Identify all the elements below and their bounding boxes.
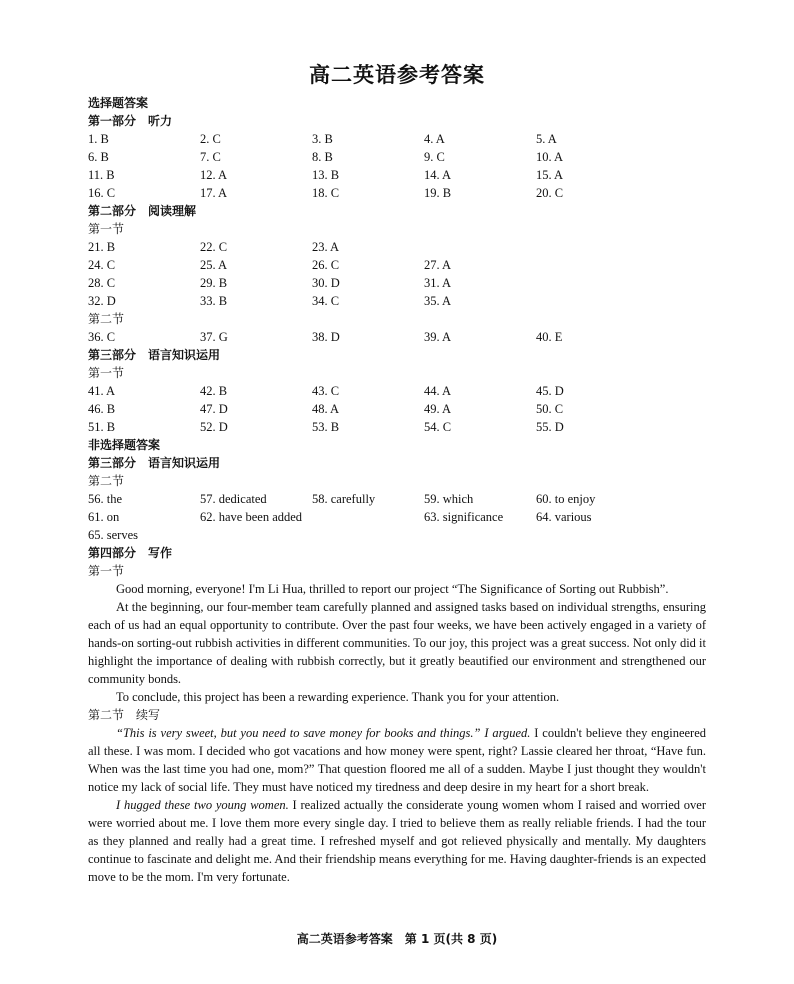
answer-cell: 48. A <box>312 402 340 416</box>
answer-cell: 38. D <box>312 330 340 344</box>
answer-cell: 21. B <box>88 240 116 254</box>
subjective-header: 非选择题答案 <box>88 438 161 452</box>
answer-cell <box>536 292 648 310</box>
answer-cell: 5. A <box>536 132 557 146</box>
answer-row <box>88 400 706 418</box>
fill-in-row-1 <box>88 490 706 508</box>
answer-row <box>88 256 706 274</box>
answer-cell: 16. C <box>88 186 116 200</box>
answer-cell: 43. C <box>312 384 340 398</box>
answer-cell: 41. A <box>88 384 116 398</box>
fill-in-answer: 61. on <box>88 510 120 524</box>
page-title: 高二英语参考答案 <box>309 63 485 87</box>
answer-cell <box>536 238 648 256</box>
answer-row <box>88 382 706 400</box>
answer-cell: 53. B <box>312 420 340 434</box>
essay-paragraph: To conclude, this project has been a rewarding experience. Thank you for your attention. <box>116 690 560 704</box>
part3-answers <box>88 382 706 436</box>
answer-cell: 2. C <box>200 132 221 146</box>
part4-sec2-label: 第二节 续写 <box>88 708 161 722</box>
answer-cell: 51. B <box>88 420 116 434</box>
fill-in-answer: 63. significance <box>424 510 504 524</box>
answer-cell: 4. A <box>424 132 445 146</box>
answer-cell: 36. C <box>88 330 116 344</box>
answer-cell: 50. C <box>536 402 564 416</box>
answer-cell: 1. B <box>88 132 109 146</box>
answer-cell: 10. A <box>536 150 564 164</box>
answer-cell: 46. B <box>88 402 116 416</box>
answer-row <box>88 130 706 148</box>
answer-cell: 45. D <box>536 384 564 398</box>
answer-cell: 47. D <box>200 402 228 416</box>
answer-cell: 24. C <box>88 258 116 272</box>
objective-header: 选择题答案 <box>88 96 149 110</box>
answer-cell: 7. C <box>200 150 221 164</box>
answer-row <box>88 184 706 202</box>
part4-header: 第四部分 写作 <box>88 546 173 560</box>
part1-header: 第一部分 听力 <box>88 114 173 128</box>
answer-cell: 37. G <box>200 330 228 344</box>
answer-cell: 23. A <box>312 240 340 254</box>
part1-answers <box>88 130 706 202</box>
answer-cell: 8. B <box>312 150 333 164</box>
answer-cell <box>424 238 536 256</box>
answer-cell: 3. B <box>312 132 333 146</box>
part2-header: 第二部分 阅读理解 <box>88 204 197 218</box>
fill-in-answer: 65. serves <box>88 528 138 542</box>
answer-cell: 40. E <box>536 330 563 344</box>
answer-cell: 39. A <box>424 330 452 344</box>
answer-row <box>88 238 706 256</box>
answer-cell: 15. A <box>536 168 564 182</box>
answer-row <box>88 418 706 436</box>
answer-cell: 28. C <box>88 276 116 290</box>
part3-sec1-label: 第一节 <box>88 366 125 380</box>
answer-cell: 42. B <box>200 384 228 398</box>
answer-cell: 6. B <box>88 150 109 164</box>
continuation-text: I realized actually the considerate young women whom I raised and worried over were worried about me. I love them more every single day. I tried to believe them as really reliable friends. I had the tour as they planned and really had a great time. I refreshed myself and got relieved physically and mentally. My daughters continue to fascinate and delight me. And their friendship means everything for me. Having daughter-friends is an expected move to be the mom. I'm very fortunate. <box>88 798 706 884</box>
answer-cell: 44. A <box>424 384 452 398</box>
page-footer: 高二英语参考答案 第 1 页(共 8 页) <box>296 932 498 946</box>
answer-cell: 11. B <box>88 168 115 182</box>
fill-in-answer: 60. to enjoy <box>536 492 596 506</box>
fill-in-answer: 56. the <box>88 492 123 506</box>
answer-row <box>88 274 706 292</box>
continuation-opening: “This is very sweet, but you need to save money for books and things.” I argued. <box>116 726 531 740</box>
part2-sec2-label: 第二节 <box>88 312 125 326</box>
continuation-paragraph-2 <box>88 796 706 886</box>
answer-cell: 18. C <box>312 186 340 200</box>
answer-cell: 35. A <box>424 294 452 308</box>
part2-sec1-answers <box>88 238 706 310</box>
answer-cell <box>536 274 648 292</box>
answer-cell <box>536 256 648 274</box>
answer-cell: 54. C <box>424 420 452 434</box>
part2-sec1-label: 第一节 <box>88 222 125 236</box>
answer-cell: 27. A <box>424 258 452 272</box>
answer-cell: 17. A <box>200 186 228 200</box>
answer-cell: 19. B <box>424 186 452 200</box>
answer-cell: 22. C <box>200 240 228 254</box>
answer-row <box>88 328 706 346</box>
continuation-paragraph-1 <box>88 724 706 796</box>
answer-cell: 20. C <box>536 186 564 200</box>
answer-sheet <box>88 62 706 886</box>
answer-cell: 29. B <box>200 276 228 290</box>
answer-cell: 13. B <box>312 168 340 182</box>
answer-cell: 49. A <box>424 402 452 416</box>
part4-sec1-label: 第一节 <box>88 564 125 578</box>
fill-in-answer: 58. carefully <box>312 492 376 506</box>
continuation-text: I couldn't believe they engineered all these. I was mom. I decided who got vacations and how money were spent, right? Lassie cleared her throat, “Have fun. When was the last time you had one, mom?” That question floored me all of a sudden. Maybe I just thought they wouldn't notice my lack of social life. They must have noticed my tiredness and deep desire in my heart for a short break. <box>88 726 707 794</box>
fill-in-answer: 62. have been added <box>200 510 303 524</box>
essay-paragraph: Good morning, everyone! I'm Li Hua, thrilled to report our project “The Significance of Sorting out Rubbish”. <box>116 582 669 596</box>
answer-row <box>88 148 706 166</box>
continuation-opening: I hugged these two young women. <box>116 798 289 812</box>
part3-header: 第三部分 语言知识运用 <box>88 348 221 362</box>
fill-in-row-2 <box>88 508 706 526</box>
answer-row <box>88 292 706 310</box>
answer-cell: 34. C <box>312 294 340 308</box>
answer-cell: 26. C <box>312 258 340 272</box>
fill-in-row-3 <box>88 526 706 544</box>
answer-cell: 31. A <box>424 276 452 290</box>
answer-cell: 9. C <box>424 150 445 164</box>
fill-in-answer: 59. which <box>424 492 474 506</box>
answer-cell: 30. D <box>312 276 340 290</box>
answer-cell: 52. D <box>200 420 228 434</box>
fill-in-answer: 64. various <box>536 510 592 524</box>
part2-sec2-answers <box>88 328 706 346</box>
answer-cell: 12. A <box>200 168 228 182</box>
part3b-header: 第三部分 语言知识运用 <box>88 456 221 470</box>
answer-cell: 33. B <box>200 294 228 308</box>
answer-cell: 32. D <box>88 294 116 308</box>
answer-cell: 55. D <box>536 420 564 434</box>
answer-cell: 14. A <box>424 168 452 182</box>
essay-paragraph: At the beginning, our four-member team carefully planned and assigned tasks based on individual strengths, ensuring each of us had an equal opportunity to contribute. Over the past four weeks, we have been actively engaged in a variety of hands-on sorting-out rubbish activities in different communities. To our joy, this project was a great success. Not only did it highlight the importance of dealing with rubbish correctly, but it greatly beautified our environment and strengthened our community bonds. <box>88 600 706 686</box>
part3b-sec2-label: 第二节 <box>88 474 125 488</box>
answer-cell: 25. A <box>200 258 228 272</box>
fill-in-answer: 57. dedicated <box>200 492 267 506</box>
answer-row <box>88 166 706 184</box>
